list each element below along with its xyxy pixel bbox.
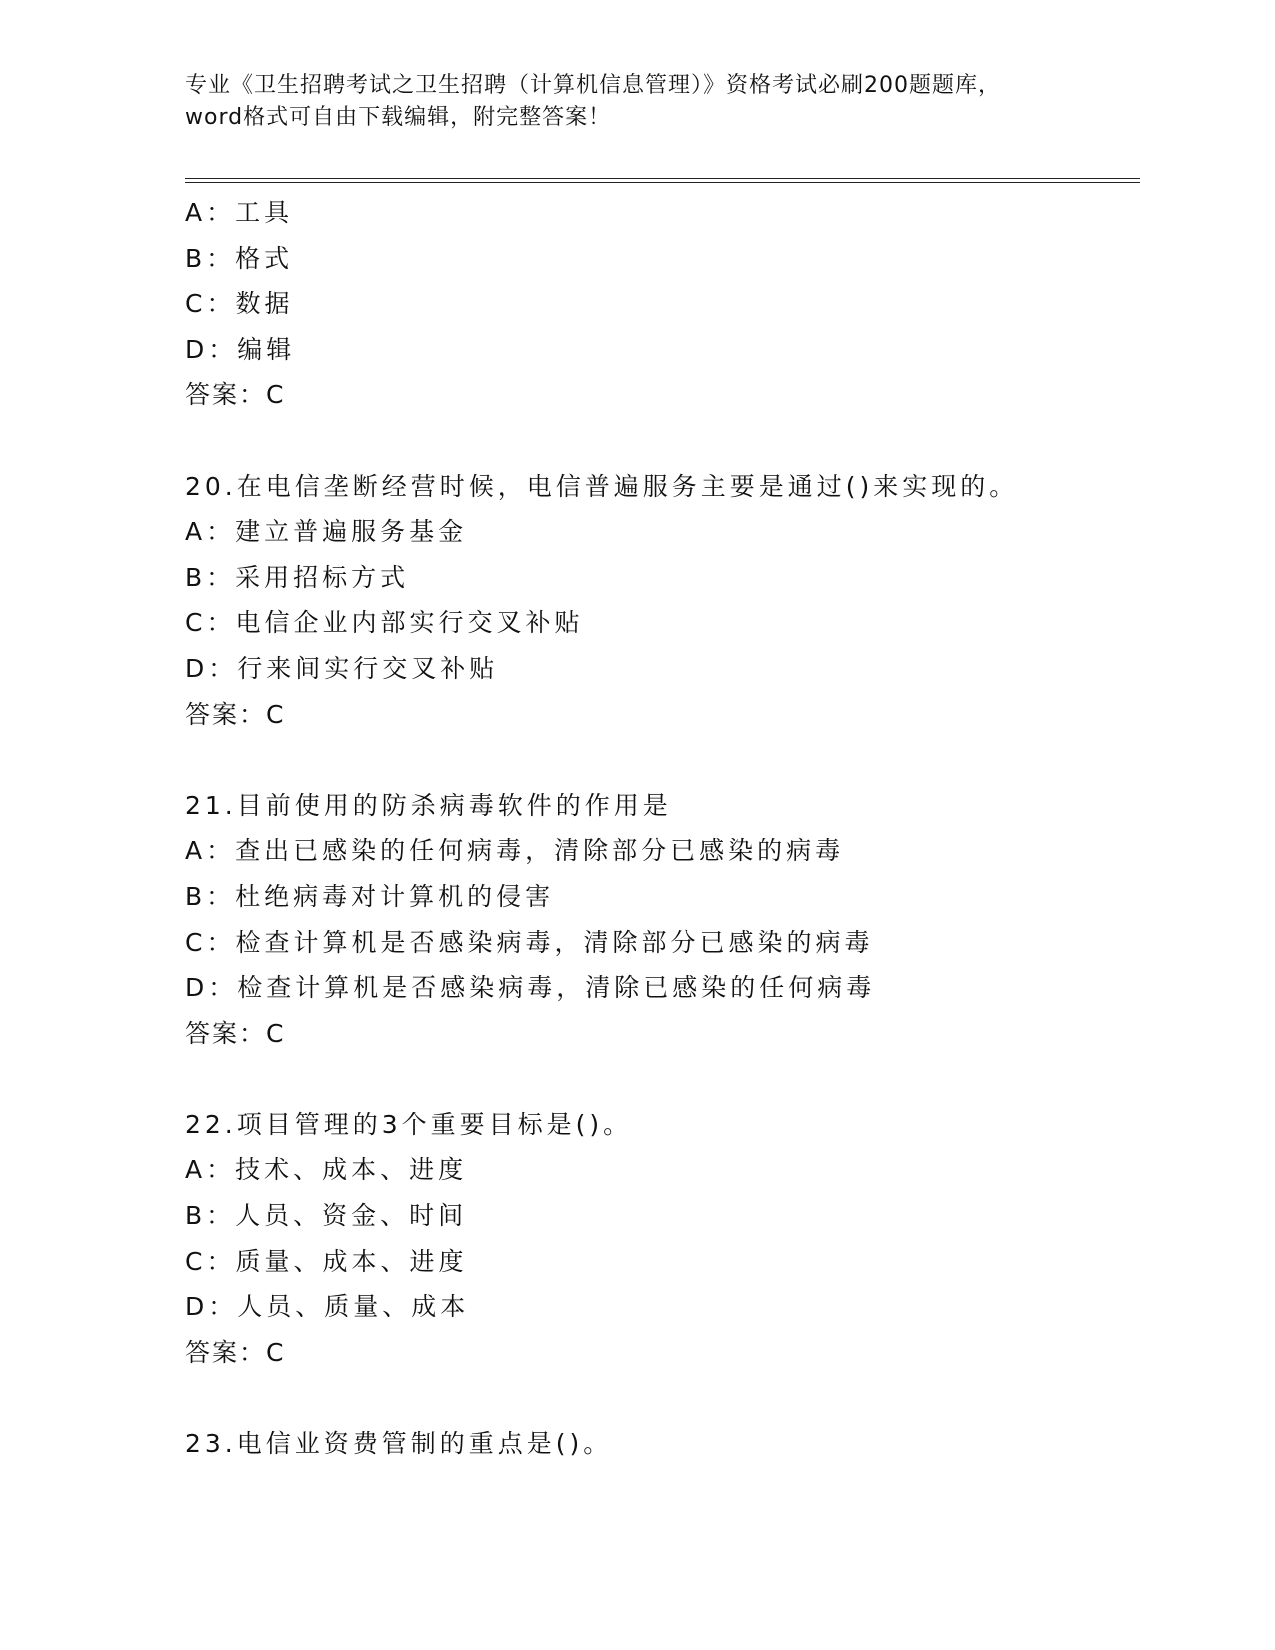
option-b: B：格式 <box>185 243 294 273</box>
spacer <box>185 1375 1135 1421</box>
question-stem: 22.项目管理的3个重要目标是()。 <box>185 1109 633 1139</box>
question-stem: 23.电信业资费管制的重点是()。 <box>185 1429 613 1459</box>
option-b: B：杜绝病毒对计算机的侵害 <box>185 881 555 911</box>
question-stem: 20.在电信垄断经营时候，电信普遍服务主要是通过()来实现的。 <box>185 471 1019 501</box>
header-divider-top <box>185 178 1140 179</box>
answer-line: 答案：C <box>185 699 286 729</box>
option-a: A：查出已感染的任何病毒，清除部分已感染的病毒 <box>185 836 845 866</box>
answer-line: 答案：C <box>185 1337 286 1367</box>
option-b: B：人员、资金、时间 <box>185 1201 468 1231</box>
question-list <box>185 190 1135 1467</box>
option-d: D：编辑 <box>185 334 296 364</box>
option-d: D：检查计算机是否感染病毒，清除已感染的任何病毒 <box>185 973 876 1003</box>
header-title-line1: 专业《卫生招聘考试之卫生招聘（计算机信息管理）》资格考试必刷200题题库， <box>185 73 1001 98</box>
answer-line: 答案：C <box>185 1018 286 1048</box>
option-c: C：检查计算机是否感染病毒，清除部分已感染的病毒 <box>185 927 874 957</box>
option-c: C：数据 <box>185 289 294 319</box>
spacer <box>185 737 1135 783</box>
spacer <box>185 418 1135 464</box>
option-a: A：技术、成本、进度 <box>185 1155 468 1185</box>
option-a: A：建立普遍服务基金 <box>185 517 468 547</box>
document-header <box>185 70 1085 134</box>
option-a: A：工具 <box>185 198 294 227</box>
option-d: D：行来间实行交叉补贴 <box>185 653 499 683</box>
option-d: D：人员、质量、成本 <box>185 1292 470 1322</box>
question-stem: 21.目前使用的防杀病毒软件的作用是 <box>185 790 672 820</box>
header-divider-bottom <box>185 182 1140 183</box>
option-c: C：电信企业内部实行交叉补贴 <box>185 608 584 638</box>
option-b: B：采用招标方式 <box>185 562 410 592</box>
spacer <box>185 1056 1135 1102</box>
header-title-line2: word格式可自由下载编辑，附完整答案！ <box>185 105 612 130</box>
answer-line: 答案：C <box>185 380 286 410</box>
option-c: C：质量、成本、进度 <box>185 1246 468 1276</box>
